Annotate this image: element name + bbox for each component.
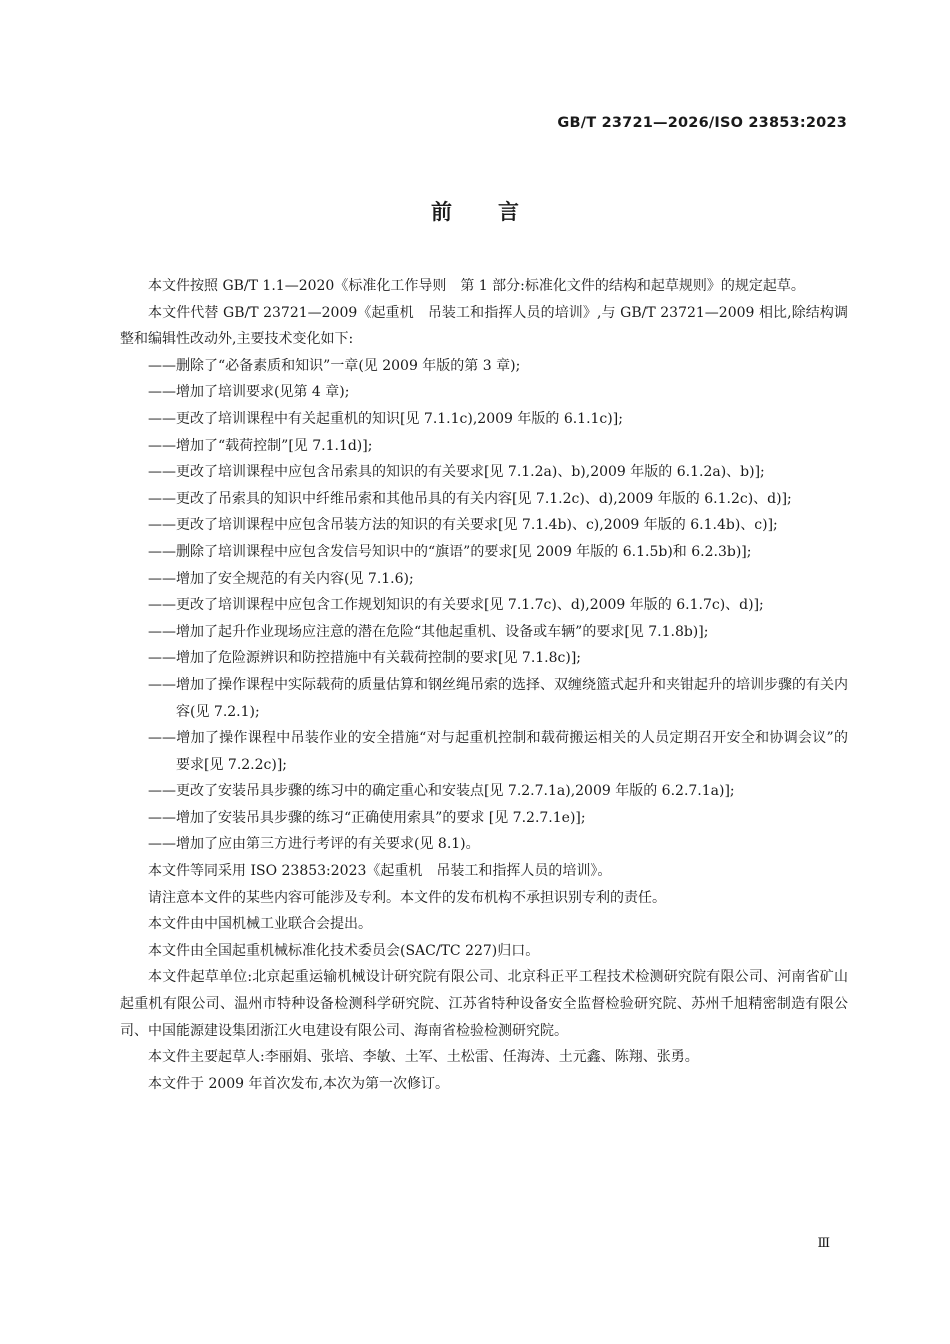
page-number: Ⅲ — [817, 1236, 830, 1251]
change-item: ——更改了培训课程中应包含吊装方法的知识的有关要求[见 7.1.4b)、c),2009 年版的 6.1.4b)、c)]; — [148, 517, 778, 534]
document-body — [120, 273, 848, 1097]
change-item: ——增加了操作课程中实际载荷的质量估算和钢丝绳吊索的选择、双缠绕篮式起升和夹钳起升的培训步骤的有关内容(见 7.2.1); — [148, 676, 848, 720]
change-item: ——增加了培训要求(见第 4 章); — [148, 384, 350, 401]
change-item: ——增加了危险源辨识和防控措施中有关载荷控制的要求[见 7.1.8c)]; — [148, 650, 582, 667]
closing-paragraph: 本文件由全国起重机械标准化技术委员会(SAC/TC 227)归口。 — [148, 942, 540, 959]
standard-code: GB/T 23721—2026/ISO 23853:2023 — [557, 115, 847, 131]
intro-paragraph: 本文件按照 GB/T 1.1—2020《标准化工作导则 第 1 部分:标准化文件的结构和起草规则》的规定起草。 — [148, 278, 805, 294]
change-item: ——增加了起升作业现场应注意的潜在危险“其他起重机、设备或车辆”的要求[见 7.1.8b)]; — [148, 623, 709, 640]
closing-paragraph: 本文件由中国机械工业联合会提出。 — [148, 916, 372, 933]
closing-paragraph: 本文件于 2009 年首次发布,本次为第一次修订。 — [148, 1075, 449, 1092]
change-item: ——更改了安装吊具步骤的练习中的确定重心和安装点[见 7.2.7.1a),2009 年版的 6.2.7.1a)]; — [148, 783, 735, 800]
closing-paragraph: 本文件主要起草人:李丽娟、张培、李敏、土军、土松雷、任海涛、土元鑫、陈翔、张勇。 — [148, 1049, 699, 1066]
change-item: ——更改了培训课程中应包含吊索具的知识的有关要求[见 7.1.2a)、b),2009 年版的 6.1.2a)、b)]; — [148, 464, 765, 481]
closing-paragraph: 本文件等同采用 ISO 23853:2023《起重机 吊装工和指挥人员的培训》。 — [148, 863, 612, 880]
change-item: ——更改了吊索具的知识中纤维吊索和其他吊具的有关内容[见 7.1.2c)、d),2009 年版的 6.1.2c)、d)]; — [148, 490, 792, 507]
change-item: ——增加了安装吊具步骤的练习“正确使用索具”的要求 [见 7.2.7.1e)]; — [148, 809, 586, 826]
closing-paragraph: 本文件起草单位:北京起重运输机械设计研究院有限公司、北京科正平工程技术检测研究院有限公司、河南省矿山起重机有限公司、温州市特种设备检测科学研究院、江苏省特种设备安全监督检验研究院、苏州千旭精密制造有限公司、中国能源建设集团浙江火电建设有限公司、海南省检验检测研究院。 — [120, 969, 848, 1039]
change-item: ——增加了应由第三方进行考评的有关要求(见 8.1)。 — [148, 836, 480, 853]
page-title: 前言 — [431, 200, 565, 224]
change-item: ——增加了安全规范的有关内容(见 7.1.6); — [148, 570, 414, 587]
change-item: ——更改了培训课程中有关起重机的知识[见 7.1.1c),2009 年版的 6.1.1c)]; — [148, 410, 623, 427]
closing-paragraph: 请注意本文件的某些内容可能涉及专利。本文件的发布机构不承担识别专利的责任。 — [148, 889, 666, 906]
change-item: ——增加了操作课程中吊装作业的安全措施“对与起重机控制和载荷搬运相关的人员定期召开安全和协调会议”的要求[见 7.2.2c)]; — [148, 730, 848, 773]
intro-paragraph: 本文件代替 GB/T 23721—2009《起重机 吊装工和指挥人员的培训》,与 GB/T 23721—2009 相比,除结构调整和编辑性改动外,主要技术变化如下: — [120, 304, 848, 348]
change-item: ——删除了“必备素质和知识”一章(见 2009 年版的第 3 章); — [148, 357, 521, 374]
change-item: ——更改了培训课程中应包含工作规划知识的有关要求[见 7.1.7c)、d),2009 年版的 6.1.7c)、d)]; — [148, 597, 764, 614]
change-item: ——增加了“载荷控制”[见 7.1.1d)]; — [148, 437, 373, 454]
change-item: ——删除了培训课程中应包含发信号知识中的“旗语”的要求[见 2009 年版的 6.1.5b)和 6.2.3b)]; — [148, 543, 752, 560]
